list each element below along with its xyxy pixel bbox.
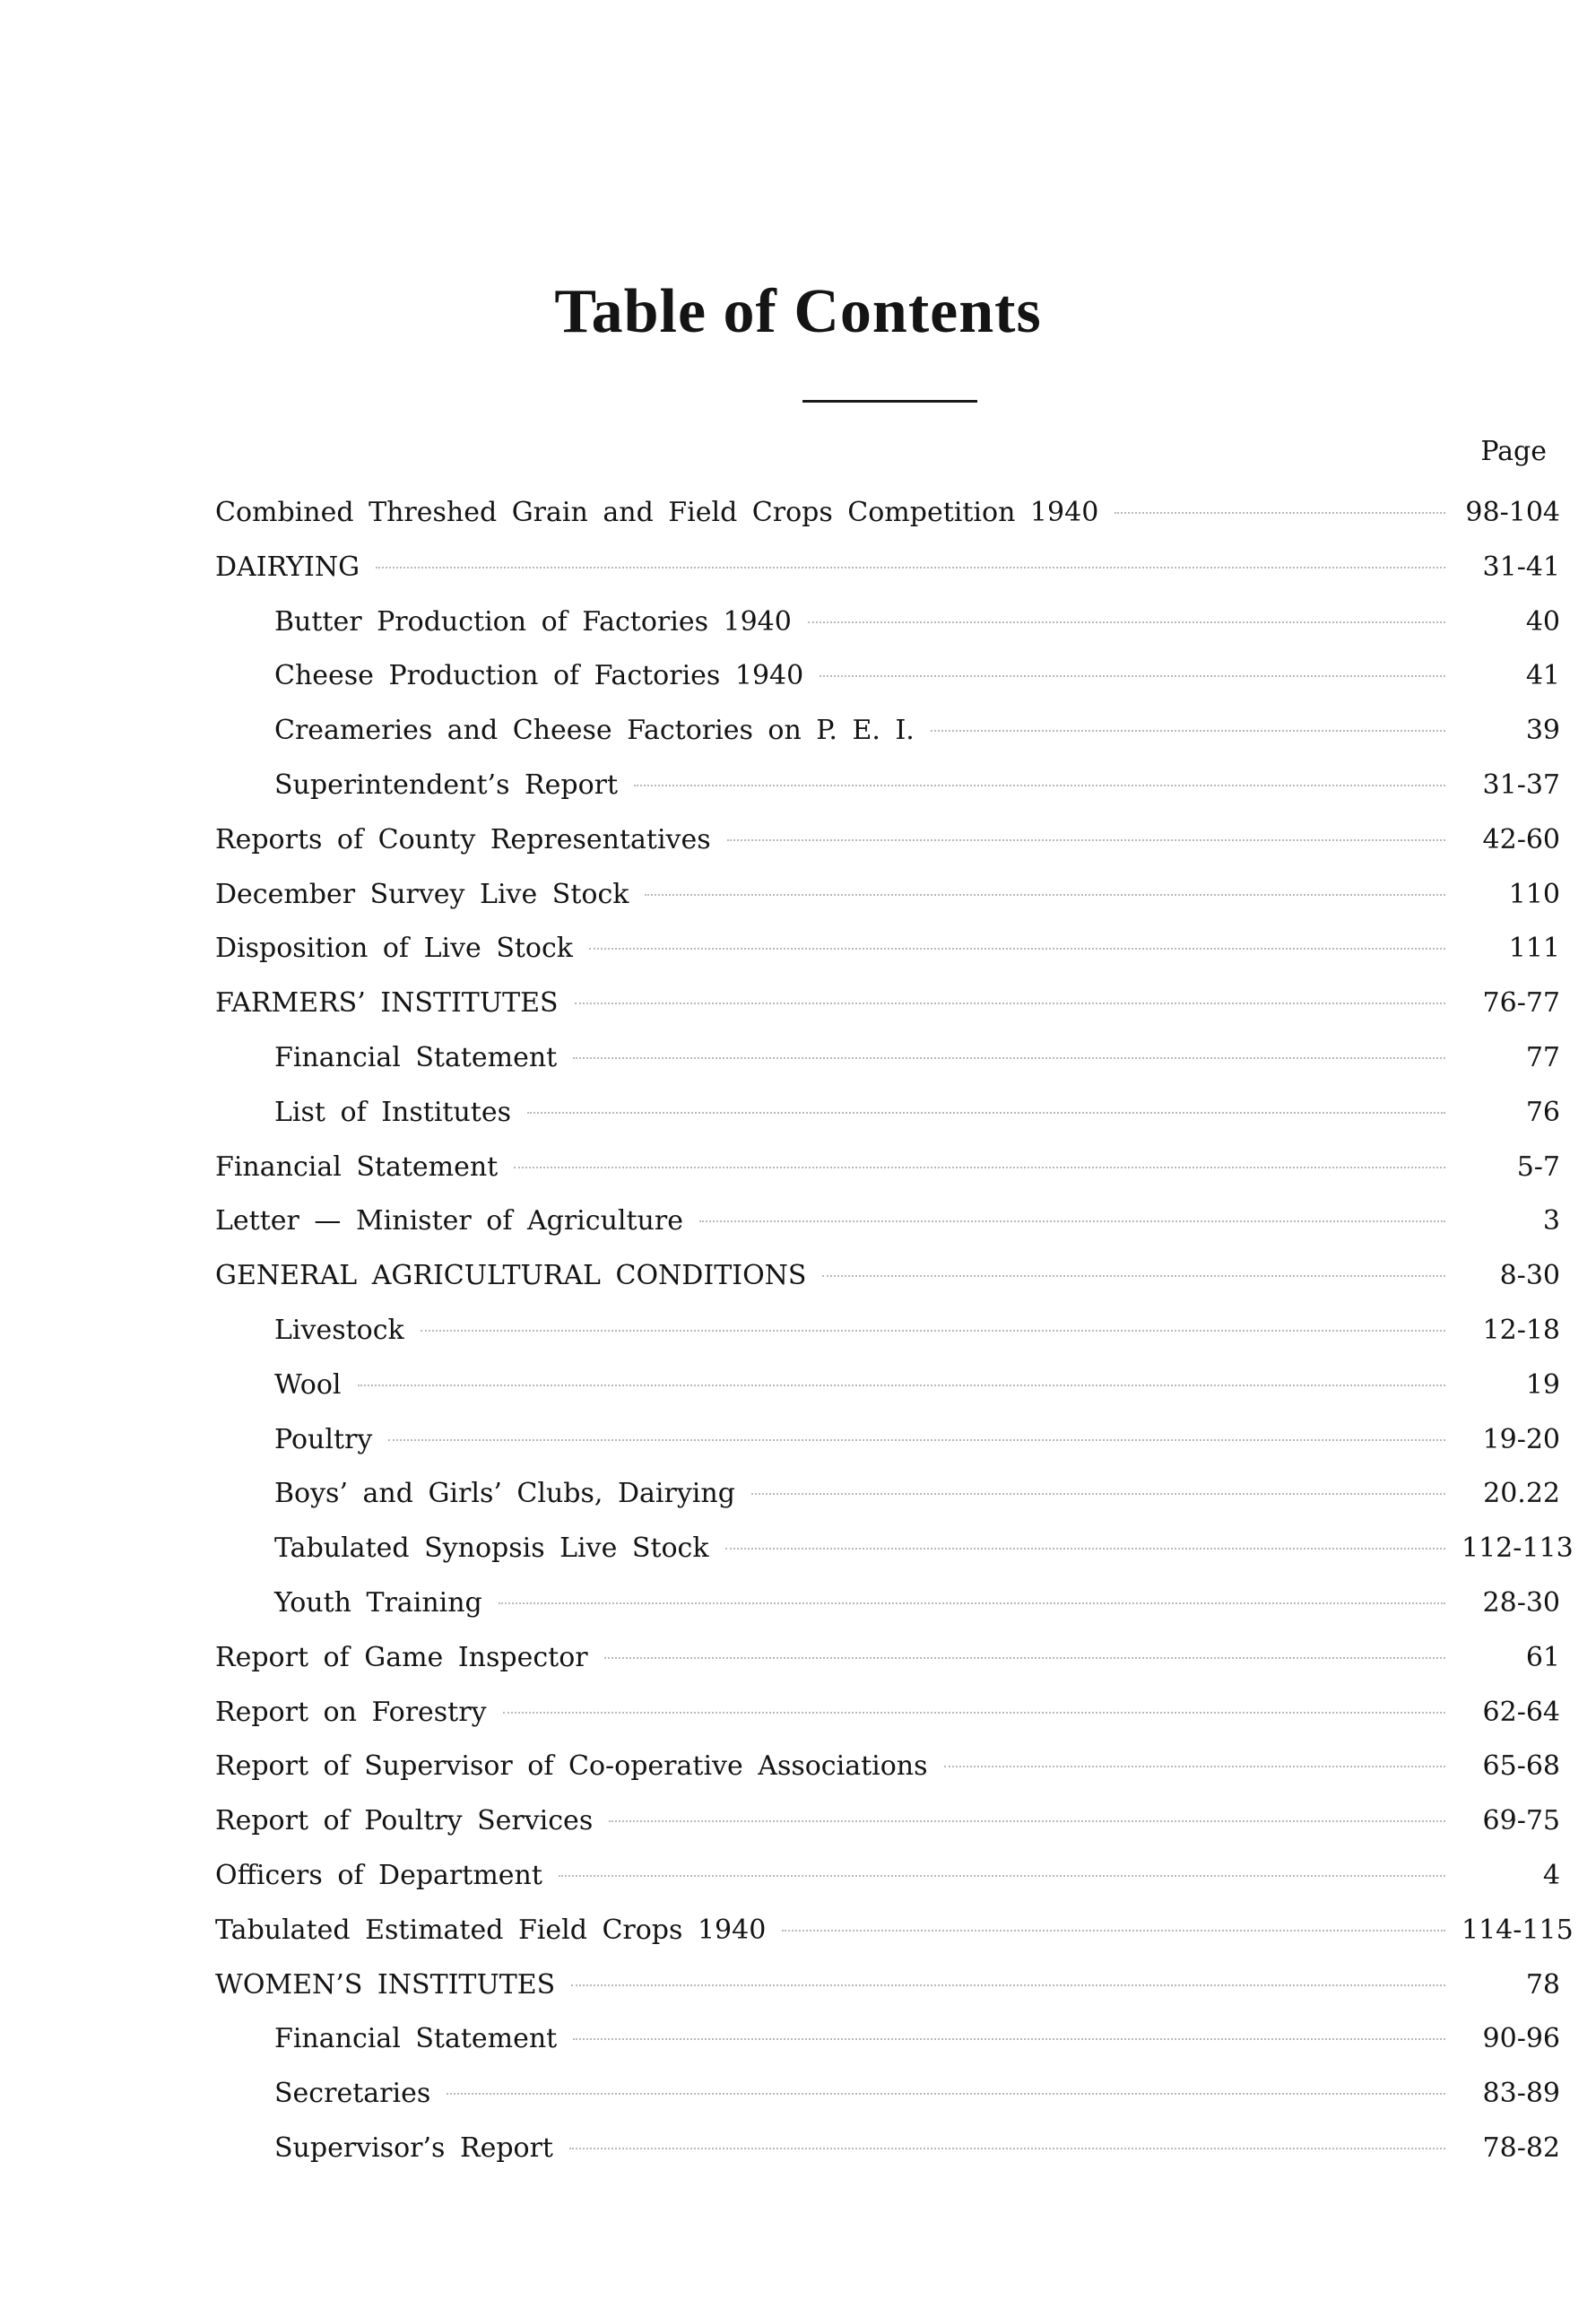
dot-leader xyxy=(527,1112,1445,1114)
dot-leader xyxy=(727,839,1445,841)
dot-leader xyxy=(376,567,1445,569)
dot-leader xyxy=(514,1167,1445,1168)
toc-entry-page: 8-30 xyxy=(1499,1260,1560,1292)
toc-entry-page: 40 xyxy=(1525,605,1560,638)
toc-subentry xyxy=(215,2067,1560,2122)
toc-entry-title: Report of Poultry Services xyxy=(215,1805,594,1837)
dot-leader xyxy=(604,1657,1445,1659)
toc-entry xyxy=(215,1194,1560,1249)
dot-leader xyxy=(589,948,1445,950)
toc-entry-title: Disposition of Live Stock xyxy=(215,933,573,965)
dot-leader xyxy=(699,1220,1445,1222)
toc-entry-page: 28-30 xyxy=(1482,1586,1560,1619)
dot-leader xyxy=(751,1493,1445,1495)
toc-subentry xyxy=(215,1086,1560,1141)
toc-entry xyxy=(215,813,1560,868)
toc-entry-page: 20.22 xyxy=(1483,1478,1560,1510)
toc-entry xyxy=(215,1958,1560,2013)
dot-leader xyxy=(559,1875,1445,1877)
toc-entry xyxy=(215,977,1560,1031)
toc-entry-title: Boys’ and Girls’ Clubs, Dairying xyxy=(274,1478,735,1510)
dot-leader xyxy=(569,2148,1445,2149)
toc-entry-title: Financial Statement xyxy=(215,1150,499,1183)
toc-entry-title: Financial Statement xyxy=(274,2023,558,2055)
toc-entry-title: Tabulated Estimated Field Crops 1940 xyxy=(215,1914,767,1946)
toc-entry-page: 78 xyxy=(1525,1968,1560,2001)
toc-entry-page: 77 xyxy=(1525,1041,1560,1073)
toc-entry xyxy=(215,1904,1574,1958)
toc-entry-page: 19-20 xyxy=(1482,1423,1560,1455)
dot-leader xyxy=(499,1602,1445,1604)
toc-entry-title: Report on Forestry xyxy=(215,1696,487,1728)
toc-entry xyxy=(215,1249,1560,1304)
toc-entry-title: Superintendent’s Report xyxy=(274,768,619,801)
toc-entry-title: Report of Supervisor of Co-operative Associations xyxy=(215,1750,928,1783)
toc-subentry xyxy=(215,1304,1560,1359)
toc-entry-title: Livestock xyxy=(274,1314,404,1346)
toc-subentry xyxy=(215,1359,1560,1413)
toc-entry-title: Wool xyxy=(274,1368,342,1401)
toc-entry-page: 41 xyxy=(1525,660,1560,692)
toc-entry xyxy=(215,1631,1560,1686)
toc-list xyxy=(215,486,1574,2176)
dot-leader xyxy=(573,1057,1445,1059)
toc-entry-title: Report of Game Inspector xyxy=(215,1641,588,1673)
toc-entry-title: Letter — Minister of Agriculture xyxy=(215,1205,683,1237)
toc-entry-page: 98-104 xyxy=(1465,497,1560,528)
toc-entry-page: 4 xyxy=(1542,1859,1560,1891)
toc-entry-title: December Survey Live Stock xyxy=(215,878,629,910)
dot-leader xyxy=(421,1330,1445,1332)
toc-entry-title: FARMERS’ INSTITUTES xyxy=(215,987,559,1020)
toc-entry-page: 83-89 xyxy=(1482,2078,1560,2110)
toc-entry-page: 19 xyxy=(1525,1368,1560,1401)
toc-subentry xyxy=(215,2012,1560,2067)
toc-entry-page: 76 xyxy=(1525,1096,1560,1128)
toc-entry-title: Combined Threshed Grain and Field Crops Competition 1940 xyxy=(215,497,1099,528)
toc-entry xyxy=(215,1849,1560,1904)
toc-subentry xyxy=(215,2122,1560,2176)
toc-entry-page: 90-96 xyxy=(1482,2023,1560,2055)
dot-leader xyxy=(575,1003,1445,1004)
toc-entry-title: Officers of Department xyxy=(215,1859,542,1891)
toc-entry-title: Creameries and Cheese Factories on P. E. I. xyxy=(274,715,915,747)
toc-entry xyxy=(215,1141,1560,1195)
title-rule xyxy=(802,400,977,403)
toc-subentry xyxy=(215,704,1560,759)
dot-leader xyxy=(634,785,1445,786)
dot-leader xyxy=(1115,512,1445,514)
toc-entry-page: 78-82 xyxy=(1482,2131,1560,2164)
toc-entry xyxy=(215,868,1560,923)
toc-entry-page: 62-64 xyxy=(1482,1696,1560,1728)
toc-entry-title: Butter Production of Factories 1940 xyxy=(274,605,792,638)
dot-leader xyxy=(822,1275,1445,1277)
toc-subentry xyxy=(215,1522,1574,1576)
toc-entry-page: 110 xyxy=(1508,878,1560,910)
toc-entry-page: 112-113 xyxy=(1462,1532,1574,1565)
toc-entry-page: 65-68 xyxy=(1482,1750,1560,1783)
toc-entry xyxy=(215,1794,1560,1849)
toc-subentry xyxy=(215,1413,1560,1468)
toc-entry xyxy=(215,1686,1560,1741)
dot-leader xyxy=(725,1548,1445,1550)
dot-leader xyxy=(573,2038,1445,2040)
dot-leader xyxy=(931,730,1445,732)
toc-entry xyxy=(215,486,1560,541)
toc-entry xyxy=(215,1740,1560,1794)
toc-entry-title: Tabulated Synopsis Live Stock xyxy=(274,1532,709,1565)
toc-entry-page: 31-41 xyxy=(1482,551,1560,583)
toc-entry-title: GENERAL AGRICULTURAL CONDITIONS xyxy=(215,1260,807,1292)
toc-subentry xyxy=(215,1467,1560,1522)
toc-entry-page: 76-77 xyxy=(1482,987,1560,1020)
toc-entry-page: 5-7 xyxy=(1516,1150,1560,1183)
toc-subentry xyxy=(215,595,1560,650)
dot-leader xyxy=(944,1766,1445,1767)
toc-entry-title: Youth Training xyxy=(274,1586,482,1619)
page-title: Table of Contents xyxy=(554,277,1042,346)
toc-subentry xyxy=(215,759,1560,813)
toc-entry-page: 3 xyxy=(1542,1205,1560,1237)
toc-entry-page: 42-60 xyxy=(1482,823,1560,855)
toc-entry xyxy=(215,541,1560,595)
dot-leader xyxy=(645,894,1445,896)
toc-entry-page: 31-37 xyxy=(1482,768,1560,801)
dot-leader xyxy=(609,1820,1445,1822)
toc-entry-page: 61 xyxy=(1525,1641,1560,1673)
toc-entry-title: Poultry xyxy=(274,1423,373,1455)
dot-leader xyxy=(503,1712,1445,1714)
toc-entry-title: List of Institutes xyxy=(274,1096,512,1128)
toc-entry-title: Supervisor’s Report xyxy=(274,2131,553,2164)
dot-leader xyxy=(388,1439,1445,1441)
page-column-heading: Page xyxy=(1480,436,1547,467)
toc-entry-title: Cheese Production of Factories 1940 xyxy=(274,660,804,692)
dot-leader xyxy=(447,2093,1445,2095)
toc-entry-title: WOMEN’S INSTITUTES xyxy=(215,1968,556,2001)
toc-entry-title: Secretaries xyxy=(274,2078,431,2110)
dot-leader xyxy=(358,1385,1445,1386)
dot-leader xyxy=(571,1984,1445,1986)
dot-leader xyxy=(808,621,1445,623)
toc-subentry xyxy=(215,1576,1560,1631)
toc-entry-page: 114-115 xyxy=(1462,1914,1574,1946)
toc-subentry xyxy=(215,649,1560,704)
toc-subentry xyxy=(215,1031,1560,1086)
toc-entry-page: 111 xyxy=(1508,933,1560,965)
toc-entry-page: 39 xyxy=(1525,715,1560,747)
toc-entry-page: 69-75 xyxy=(1482,1805,1560,1837)
toc-entry-page: 12-18 xyxy=(1482,1314,1560,1346)
toc-entry-title: Reports of County Representatives xyxy=(215,823,711,855)
toc-entry xyxy=(215,922,1560,977)
dot-leader xyxy=(782,1930,1445,1932)
dot-leader xyxy=(820,675,1445,677)
toc-entry-title: Financial Statement xyxy=(274,1041,558,1073)
toc-entry-title: DAIRYING xyxy=(215,551,360,583)
